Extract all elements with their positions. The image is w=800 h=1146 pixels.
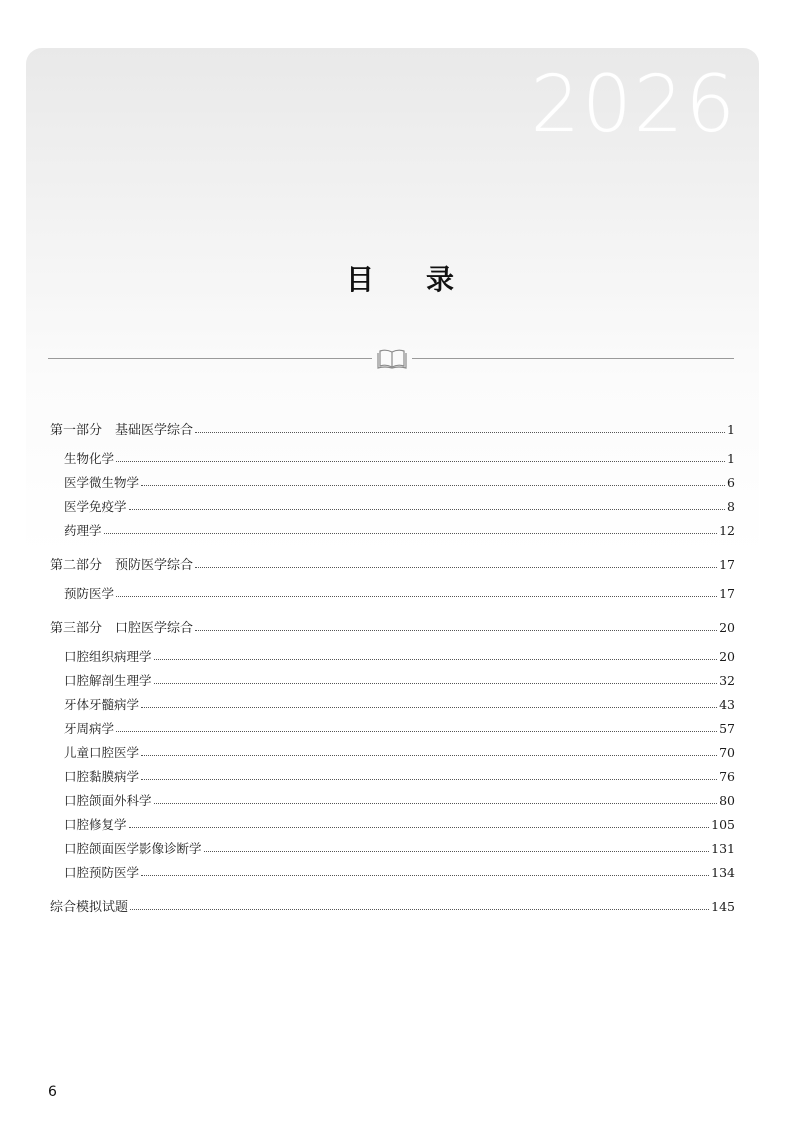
toc-entry[interactable] xyxy=(50,741,735,765)
toc-entry[interactable] xyxy=(50,717,735,741)
title-divider xyxy=(48,345,734,371)
toc-entry-label: 口腔颌面医学影像诊断学 xyxy=(64,841,202,856)
toc-leader-dots xyxy=(141,743,717,756)
toc-entry-page: 134 xyxy=(711,865,735,880)
toc-entry-page: 57 xyxy=(719,721,735,736)
toc-entry[interactable] xyxy=(50,645,735,669)
toc-entry-page: 70 xyxy=(719,745,735,760)
toc-entry-page: 43 xyxy=(719,697,735,712)
toc-leader-dots xyxy=(154,791,718,804)
toc-entry-label: 口腔解剖生理学 xyxy=(64,673,152,688)
toc-entry-page: 131 xyxy=(711,841,735,856)
toc-entry-label: 医学微生物学 xyxy=(64,475,140,490)
toc-leader-dots xyxy=(154,671,718,684)
toc-leader-dots xyxy=(130,897,709,910)
toc-entry-label: 医学免疫学 xyxy=(64,499,127,514)
toc-entry[interactable] xyxy=(50,789,735,813)
toc-entry-label: 第一部分 基础医学综合 xyxy=(50,423,194,438)
toc-entry-page: 6 xyxy=(727,475,735,490)
toc-entry-label: 生物化学 xyxy=(64,451,115,466)
toc-leader-dots xyxy=(116,584,717,597)
toc-leader-dots xyxy=(204,839,710,852)
toc-entry-page: 1 xyxy=(727,451,735,466)
toc-part-entry[interactable] xyxy=(50,616,735,640)
divider-line-right xyxy=(412,358,734,359)
toc-entry[interactable] xyxy=(50,669,735,693)
toc-entry[interactable] xyxy=(50,837,735,861)
toc-leader-dots xyxy=(129,815,710,828)
toc-entry[interactable] xyxy=(50,495,735,519)
toc-entry-label: 口腔黏膜病学 xyxy=(64,769,140,784)
toc-entry-label: 口腔组织病理学 xyxy=(64,649,152,664)
toc-entry-page: 20 xyxy=(719,649,735,664)
page-number: 6 xyxy=(48,1084,57,1100)
table-of-contents xyxy=(50,418,735,924)
toc-leader-dots xyxy=(141,767,717,780)
toc-entry[interactable] xyxy=(50,861,735,885)
toc-part-entry[interactable] xyxy=(50,553,735,577)
toc-entry-page: 17 xyxy=(719,586,735,601)
toc-part-entry[interactable] xyxy=(50,895,735,919)
toc-entry[interactable] xyxy=(50,693,735,717)
toc-entry-page: 12 xyxy=(719,523,735,538)
toc-leader-dots xyxy=(154,647,718,660)
toc-entry-label: 药理学 xyxy=(64,523,102,538)
toc-entry-label: 第二部分 预防医学综合 xyxy=(50,558,194,573)
toc-leader-dots xyxy=(195,618,717,631)
toc-entry-page: 1 xyxy=(727,422,735,437)
toc-leader-dots xyxy=(116,449,725,462)
toc-entry-label: 儿童口腔医学 xyxy=(64,745,140,760)
page-title: 目录 xyxy=(345,263,506,296)
toc-leader-dots xyxy=(141,863,709,876)
toc-entry-label: 预防医学 xyxy=(64,586,115,601)
toc-leader-dots xyxy=(195,555,717,568)
toc-entry-page: 76 xyxy=(719,769,735,784)
toc-leader-dots xyxy=(141,695,717,708)
toc-entry[interactable] xyxy=(50,582,735,606)
toc-entry[interactable] xyxy=(50,519,735,543)
toc-entry-page: 17 xyxy=(719,557,735,572)
toc-entry-label: 牙体牙髓病学 xyxy=(64,697,140,712)
toc-leader-dots xyxy=(104,521,718,534)
toc-entry-label: 口腔颌面外科学 xyxy=(64,793,152,808)
toc-leader-dots xyxy=(195,420,725,433)
toc-leader-dots xyxy=(129,497,726,510)
toc-leader-dots xyxy=(141,473,725,486)
toc-entry-page: 80 xyxy=(719,793,735,808)
toc-entry-page: 32 xyxy=(719,673,735,688)
year-watermark: 2026 xyxy=(530,60,737,150)
toc-entry-page: 20 xyxy=(719,620,735,635)
toc-entry[interactable] xyxy=(50,447,735,471)
toc-entry-label: 牙周病学 xyxy=(64,721,115,736)
toc-entry[interactable] xyxy=(50,471,735,495)
divider-line-left xyxy=(48,358,372,359)
toc-entry[interactable] xyxy=(50,813,735,837)
toc-entry-page: 8 xyxy=(727,499,735,514)
toc-entry-label: 综合模拟试题 xyxy=(50,900,129,915)
toc-entry-label: 口腔修复学 xyxy=(64,817,127,832)
toc-entry-label: 第三部分 口腔医学综合 xyxy=(50,621,194,636)
toc-leader-dots xyxy=(116,719,717,732)
open-book-icon xyxy=(376,347,408,369)
toc-entry[interactable] xyxy=(50,765,735,789)
toc-entry-page: 145 xyxy=(711,899,735,914)
toc-part-entry[interactable] xyxy=(50,418,735,442)
toc-entry-page: 105 xyxy=(711,817,735,832)
toc-entry-label: 口腔预防医学 xyxy=(64,865,140,880)
